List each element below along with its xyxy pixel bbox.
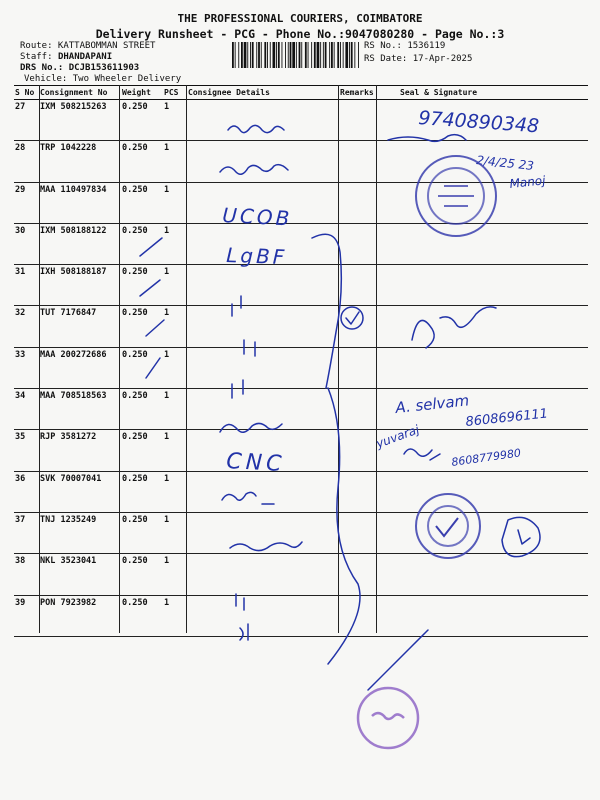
row-weight: 0.250 — [122, 225, 148, 236]
row-weight: 0.250 — [122, 556, 148, 567]
row-pcs: 1 — [164, 184, 170, 195]
table-row — [14, 554, 588, 595]
row-consignment: MAA 200272686 — [40, 349, 107, 360]
company-title: THE PROFESSIONAL COURIERS, COIMBATORE — [177, 12, 423, 25]
row-pcs: 1 — [164, 597, 170, 608]
col-divider — [338, 85, 339, 633]
vehicle-text: Vehicle: Two Wheeler Delivery — [24, 74, 182, 84]
row-sno: 34 — [15, 391, 26, 402]
table-row — [14, 224, 588, 265]
row-pcs: 1 — [164, 308, 170, 319]
rubber-stamp — [358, 688, 418, 748]
staff-line — [20, 52, 112, 62]
handwritten-name: A. selvam — [394, 391, 470, 417]
table-row — [14, 306, 588, 347]
table-row — [14, 513, 588, 554]
row-pcs: 1 — [164, 225, 170, 236]
row-weight: 0.250 — [122, 143, 148, 154]
row-weight: 0.250 — [122, 391, 148, 402]
handwritten-date: 2/4/25 23 — [475, 153, 535, 174]
rs-number: RS No.: 1536119 — [364, 41, 446, 51]
handwritten-phone: 8608696111 — [464, 406, 549, 430]
row-sno: 33 — [15, 349, 26, 360]
table-row — [14, 430, 588, 471]
row-consignment: TNJ 1235249 — [40, 514, 97, 525]
row-sno: 37 — [15, 514, 26, 525]
row-consignment: MAA 110497834 — [40, 184, 107, 195]
drs-number: DRS No.: DCJB153611903 — [20, 63, 140, 73]
row-pcs: 1 — [164, 556, 170, 567]
table-header — [14, 85, 588, 100]
row-consignment: IXM 508215263 — [40, 102, 107, 112]
row-consignment: TUT 7176847 — [40, 308, 97, 319]
table-row — [14, 596, 588, 637]
row-sno: 28 — [15, 143, 26, 154]
runsheet-subtitle: Delivery Runsheet - PCG - Phone No.:9047080280 - Page No.:3 — [95, 27, 505, 41]
col-consignee-details: Consignee Details — [188, 88, 270, 97]
handwritten-ucob: UCOB — [221, 203, 293, 231]
row-weight: 0.250 — [122, 432, 148, 443]
handwritten-phone: 9740890348 — [417, 107, 540, 138]
staff-value: DHANDAPANI — [57, 52, 113, 62]
col-sno: S No — [15, 88, 35, 97]
row-pcs: 1 — [164, 143, 170, 154]
row-pcs: 1 — [164, 473, 170, 484]
col-divider — [39, 85, 40, 633]
table-row — [14, 265, 588, 306]
handwritten-lgbf: LgBF — [225, 243, 288, 270]
handwritten-name: yuvaraj — [374, 422, 422, 451]
row-pcs: 1 — [164, 102, 170, 112]
col-divider — [119, 85, 120, 633]
row-sno: 32 — [15, 308, 26, 319]
runsheet-table — [14, 85, 588, 637]
handwritten-name: Manoj — [508, 173, 547, 191]
row-consignment: RJP 3581272 — [40, 432, 97, 443]
row-consignment: IXH 508188187 — [40, 267, 107, 278]
row-sno: 35 — [15, 432, 26, 443]
row-weight: 0.250 — [122, 184, 148, 195]
row-sno: 36 — [15, 473, 26, 484]
row-sno: 30 — [15, 225, 26, 236]
signature-scribble — [368, 630, 428, 690]
row-consignment: IXM 508188122 — [40, 225, 107, 236]
col-consignment: Consignment No — [40, 88, 108, 97]
table-row — [14, 348, 588, 389]
rs-date: RS Date: 17-Apr-2025 — [364, 54, 473, 64]
row-sno: 39 — [15, 597, 26, 608]
row-pcs: 1 — [164, 432, 170, 443]
row-weight: 0.250 — [122, 102, 148, 112]
row-consignment: NKL 3523041 — [40, 556, 97, 567]
table-row — [14, 141, 588, 182]
row-sno: 27 — [15, 102, 26, 112]
table-row — [14, 183, 588, 224]
row-weight: 0.250 — [122, 349, 148, 360]
row-sno: 29 — [15, 184, 26, 195]
row-sno: 38 — [15, 556, 26, 567]
row-consignment: TRP 1042228 — [40, 143, 97, 154]
col-divider — [376, 85, 377, 633]
handwritten-phone: 8608779980 — [450, 446, 522, 469]
table-row — [14, 100, 588, 141]
col-weight: Weight — [122, 88, 151, 97]
row-pcs: 1 — [164, 514, 170, 525]
col-seal-signature: Seal & Signature — [400, 88, 478, 97]
handwritten-cnc: CNC — [225, 449, 287, 478]
row-pcs: 1 — [164, 391, 170, 402]
table-row — [14, 389, 588, 430]
row-weight: 0.250 — [122, 267, 148, 278]
row-weight: 0.250 — [122, 473, 148, 484]
barcode — [232, 42, 360, 68]
row-pcs: 1 — [164, 267, 170, 278]
row-weight: 0.250 — [122, 597, 148, 608]
col-divider — [186, 85, 187, 633]
row-sno: 31 — [15, 267, 26, 278]
row-pcs: 1 — [164, 349, 170, 360]
col-remarks: Remarks — [340, 88, 374, 97]
row-weight: 0.250 — [122, 308, 148, 319]
row-consignment: PON 7923982 — [40, 597, 97, 608]
table-body — [14, 100, 588, 637]
table-row — [14, 472, 588, 513]
col-pcs: PCS — [164, 88, 179, 97]
route-text: Route: KATTABOMMAN STREET — [20, 41, 156, 51]
row-weight: 0.250 — [122, 514, 148, 525]
row-consignment: MAA 708518563 — [40, 391, 107, 402]
row-consignment: SVK 70007041 — [40, 473, 102, 484]
staff-label: Staff: — [20, 52, 53, 62]
